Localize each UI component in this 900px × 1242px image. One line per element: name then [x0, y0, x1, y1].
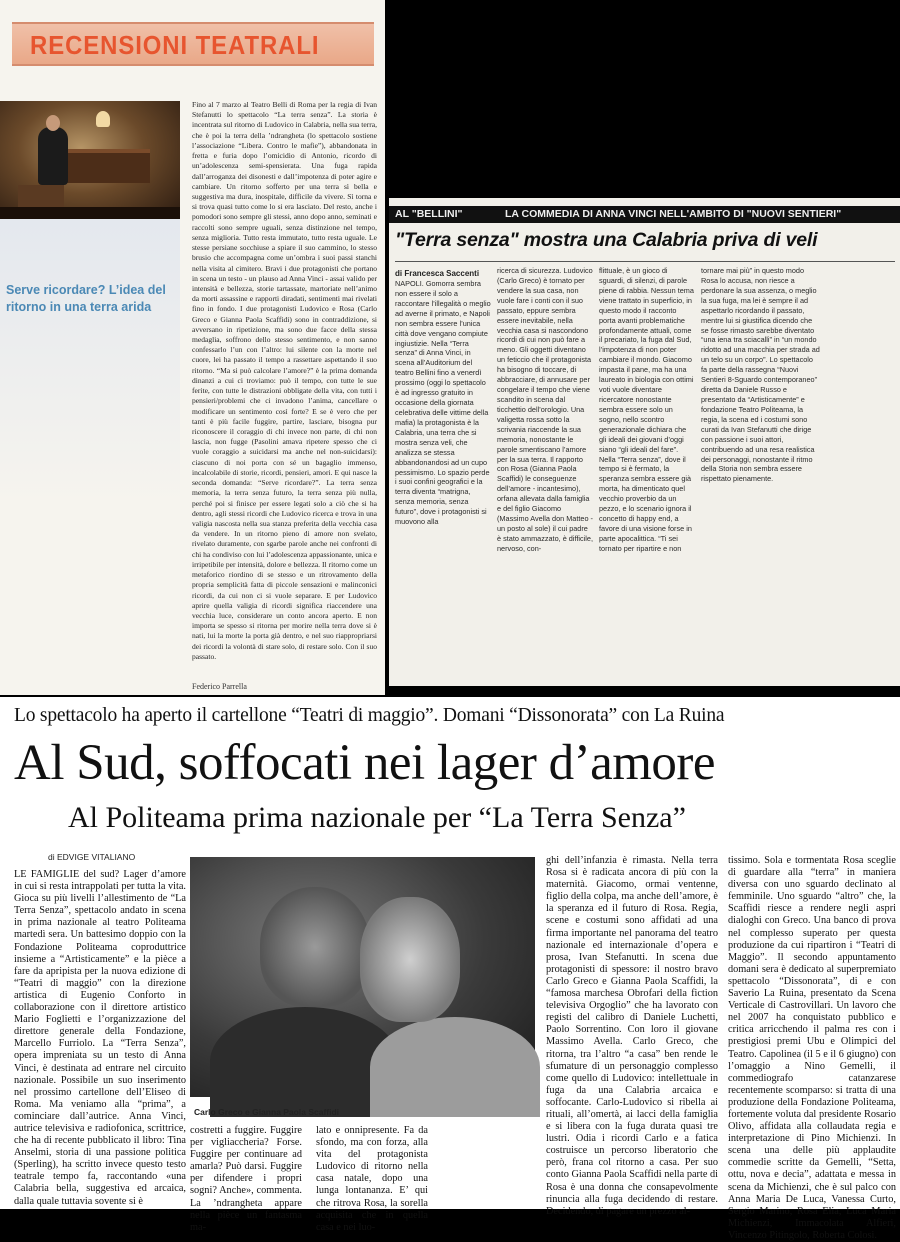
kicker-text: LA COMMEDIA DI ANNA VINCI NELL'AMBITO DI "NUOVI SENTIERI" — [505, 208, 842, 220]
article-pretitle: Lo spettacolo ha aperto il cartellone “Teatri di maggio”. Domani “Dissonorata” con La Ruina — [14, 705, 725, 726]
article-title: Al Sud, soffocati nei lager d’amore — [14, 735, 716, 791]
review-clipping-recensioni — [0, 0, 385, 695]
article-column-3: ghi dell’infanzia è rimasta. Nella terra Rosa si è radicata ancora di più con la maternità. Giacomo, ormai ventenne, figlio della colpa, ma anche dell’amore, è la speranza ed il futuro di Rosa. Regia, scene e costumi sono affidati ad una firma importante nel panorama del teatro nazionale ed internazionale d’opera e prosa, Ivan Stefanutti. In scena due protagonisti di spessore: il nostro bravo Carlo Greco e Gianna Paola Scaffidi, la “famosa marchesa Obrofari della fiction televisiva Orgoglio” che ha lavorato con registi del calibro di Daniele Luchetti, Paolo Sorrentino. Con loro il giovane Massimo Avella. Carlo Greco, che ritorna, tra l’altro “a casa” ben rende le sfumature di un personaggio complesso come quello di Ludovico: intellettuale in fuga da una Calabria arcaica e soffocante. Carlo-Ludovico si ribella ai rituali, all’omertà, ai lacci della famiglia e si libera con la fuga durata quasi tre lustri. Odia i ricordi Carlo e a fatica costruisce un percorso liberatorio che però, frana col ritorno a casa. Per suo conto Gianna Paola Scaffidi nella parte di Rosa è una donna che consapevolmente rinuncia alla fuga decidendo di restare. Decidendo, di pagare un prezzo al- — [546, 855, 718, 1217]
article-column-3: flittuale, è un gioco di sguardi, di silenzi, di parole piene di rabbia. Nessun tema viene trattato in superficio, in questo modo il racconto porta avanti problematiche profondamente attuali, come il precariato, la fuga dal Sud, l’impotenza di non poter cambiare il mondo. Giacomo impasta il pane, ma ha una laureato in biologia con ottimi voti vuole diventare ricercatore nonostante sembra essere solo un sogno, nello scontro generazionale dichiara che gli ideali dei giovani d’oggi siano “gli ideali del fare”. Nella “Terra senza”, dove il tempo si è fermato, la speranza sembra essere già morta, ha dimenticato quel vecchio proverbio da un pezzo, e lo scenario ignora il concetto di happy end, a favore di una visione forse in parte apocalittica. “Ti sei tornato per ripartire e non — [599, 266, 694, 553]
stage-photo — [0, 101, 180, 219]
article-column-2: ricerca di sicurezza. Ludovico (Carlo Greco) è tornato per vendere la sua casa, non vuole fare i conti con il suo passato, eppure sembra essere inevitabile, nella vecchia casa si nascondono ricordi di cui non può fare a meno. Gli oggetti diventano un feticcio che il protagonista ha bisogno di toccare, di abbracciare, di annusare per congelare il tempo che viene scandito in scena dal ticchettio dell’orologio. Una valigetta rossa sotto la scrivania riaccende la sua memoria, nonostante le parole smentiscano l’amore per la sua terra. Il rapporto con Rosa (Gianna Paola Scaffidi) le conseguenze dell’amore - incantesimo), orfana allevata dalla famiglia e del figlio Giacomo (Massimo Avella don Matteo - un posto al sole) il cui padre è stato ammazzato, è difficile, nervoso, con- — [497, 266, 593, 553]
suitcase-shape — [18, 185, 64, 207]
article-subtitle: Al Politeama prima nazionale per “La Terra Senza” — [68, 801, 686, 834]
article-column-2b: lato e onnipresente. Fa da sfondo, ma con forza, alla vita del protagonista Ludovico di ritorno nella casa natale, dopo una lunga lontananza. E’ qui che ritrova Rosa, la sorella acquisita che in quella casa e nei luo- — [316, 1125, 428, 1233]
article-column-4: tornare mai più” in questo modo Rosa lo accusa, non riesce a perdonare la sua assenza, o meglio la sua fuga, ma lei è sempre il ad aspettarlo ricordando il passato, mentre lui si giustifica dicendo che se fosse rimasto sarebbe diventato “una iena tra sciacalli” in “un mondo ridotto ad una macchia per strada ad un telo su un corpo”. Lo spettacolo fa parte della rassegna “Nuovi Sentieri 8-Sguardo contemporaneo” diretta da Daniele Russo e presentato da “Artisticamente” e fondazione Teatro Politeama, la regia, la scena ed i costumi sono curati da Ivan Stefanutti che dirige con passione i suoi attori, contribuendo ad una resa realistica dei personaggi, nonostante il ritmo della Storia non sembra essere rispettato pienamente. — [701, 266, 820, 484]
actors-photo — [190, 857, 535, 1097]
kicker-bar — [389, 206, 900, 223]
actor-head — [46, 115, 60, 131]
article-column-1: NAPOLI. Gomorra sembra non essere il solo a raccontare l’illegalità o meglio ad averne il primato, e Napoli non sembra essere l’unica città dove vengano compiute ingiustizie. Nella “Terra senza” di Anna Vinci, in scena all’Auditorium del teatro Bellini fino a venerdì prossimo (oggi lo spettacolo è ad ingresso gratuito in occasione della giornata celebrativa delle vittime della mafia) la protagonista è la Calabria, una terra che si mostra senza veli, che analizza se stessa abbandonandosi ad un cupo pessimismo. Lo spazio perde i suoi confini geografici e la terra diventa “matrigna, senza memoria, senza futuro”, dove i protagonisti si muovono alla — [395, 279, 491, 527]
desk-shape — [60, 149, 150, 183]
review-signature: Federico Parrella — [192, 682, 247, 691]
stage-floor — [0, 207, 180, 219]
article-byline: di EDVIGE VITALIANO — [48, 852, 136, 862]
review-subhead: Serve ricordare? L’idea del ritorno in una terra arida — [6, 283, 166, 314]
actor-face-male — [260, 887, 370, 1007]
photo-caption: Carlo Greco e Gianna Paola Scaffidi — [194, 1107, 340, 1117]
lamp-shape — [96, 111, 110, 127]
article-byline: di Francesca Saccenti — [395, 269, 480, 278]
article-column-1: LE FAMIGLIE del sud? Lager d’amore in cui si resta intrappolati per tutta la vita. Gioca su più livelli l’allestimento de “La Terra Senza”, spettacolo andato in scena in prima nazionale al teatro Politeama martedì sera. Un battesimo doppio con la Fondazione Politeama coproduttrice insieme a “Artisticamente” e la pièce a fare da apripista per la nuova edizione di “Teatri di maggio” con la direzione artistica di Eugenio Conforto in collaborazione con il direttore artistico Mario Foglietti e l’organizzazione del direttore generale della Fondazione, Marcello Furriolo. La “Terra Senza”, opera impreniata su un testo di Anna Vinci, è destinata ad entrare nel circuito nazionale. Possibile un suo inserimento nel prossimo cartellone dell’Eliseo di Roma. Ma veniamo alla “prima”, a cominciare dall’autrice. Anna Vinci, autrice televisiva e radiofonica, scrittrice, che ha di recente pubblicato il libro: Tina Anselmi, storia di una passione politica (Sperling), ha scritto invece questo testo teatrale tempo fa, raccontando «una Calabria bella, suggestiva ed arcaica, dalla quale tuttavia sovente si è — [14, 869, 186, 1207]
actor-face-female — [360, 897, 460, 1022]
review-body: Fino al 7 marzo al Teatro Belli di Roma per la regia di Ivan Stefanutti lo spettacolo “La terra senza”. La storia è incentrata sul ritorno di Ludovico in Calabria, nella sua terra, che è poi la terra della ’ndrangheta (lo spettacolo sostiene l’associazione “Libera. Contro le mafie”), abbandonata in fretta e furia dopo l’omicidio di Antonio, ricordo di un’adolescenza semi-spensierata. Una fuga rapida dall’arroganza dei disonesti e dall’impotenza di poter agire e cambiare. Un ritorno sofferto per una terra sì bella e suggestiva ma dura, inospitale, difficile da vivere. Sì torna e si trova quasi tutto come lo si era lasciato. Del resto, anche i pomodori sono sempre gli stessi, anno dopo anno, seminati e raccolti sono sempre uguali, senza distinzione nel tempo, senza miglioria. Tutto resta immutato, tutto resta uguale. Le stesse persiane socchiuse a spiare il suo cammino, lo stesso brusio che accompagna come un’ombra i suoi passi stanchi nella visita al cimitero. Bravi i due protagonisti che portano in scena un testo - un plauso ad Anna Vinci - assai valido per intensità e bellezza, storie tartassate, martoriate nell’animo da morti assassine e rapporti diradati, sentimenti mai rivelati fino in fondo. I due protagonisti Ludovico e Rosa (Carlo Greco e Gianna Paola Scaffidi) sono in contraddizione, si avversano in ripetizione, ma sono due facce della stessa medaglia, soffrono dello stesso sentimento, e non sanno confessarlo l’un con l’altro: lui silente con la morte nel cuore, lei ha passato il tempo a rassettare aspettando il suo ritorno. “Ma si può calcolare l’amore?” è la prima domanda dinanzi a cui ci troviamo: può il tempo, con tutte le sue ferite, con tutte le distrazioni obbligate della vita, con tutti i pensieri/problemi che ci invadono l’anima, cancellare o modificare un sentimento così forte? E se è vero che per tanti è più facile fuggire, partire, lasciare, bisogna pur riconoscere il coraggio di chi invece non parte, di chi non lascia, non fugge (Pasolini amava ripetere spesso che ci vuole coraggio a suicidarsi ma anche nel non-suicidarsi): ciascuno di noi porta con sé un bagaglio immenso, incalcolabile di storie, ricordi, pensieri, amori. E qui nasce la seconda domanda: “Serve ricordare?”. La terra senza memoria, la terra senza futuro, la terra senza più nulla, perché poi si finisce per essere legati solo a ciò che si ha dentro, agli stessi ricordi che Ludovico ricerca e trova in una valigia nascosta nella sua stanza preferita della vecchia casa da vendere. In un ritorno pieno di amore non svelato, rivelato duramente, con sgarbe parole anche nei confronti di chi ha condiviso con lui l’adolescenza appassionante, unica e irripetibile per intensità, dolore e bellezza. Il ritorno come un metaforico riordino di se stesso e un ritrovamento della propria semplicità fatta di piccole sensazioni e malinconici ricordi, da cui non ci si vuole separare. E per Ludovico aprire quella valigia di ricordi significa riaccendere una vecchia luce, considerare un conto ancora aperto. E non importa se spesso si ritorna per morire nella terra dove si è nati, lui la morte la porta già dentro, e nel suo riappropriarsi dei ricordi la volontà di stare solo, di restare solo. Con il suo passato. — [192, 100, 377, 661]
actor-shoulder-right — [370, 1017, 540, 1117]
review-clipping-bellini — [389, 198, 900, 686]
headline-rule — [395, 261, 895, 262]
actor-figure — [38, 127, 68, 185]
article-column-2a: costretti a fuggire. Fuggire per vigliaccheria? Forse. Fuggire per continuare ad amarla? Può darsi. Fuggire per difendere i propri sogni? Anche», commenta. La ’ndrangheta appare nella pièce un fantasma ma- — [190, 1125, 302, 1233]
article-headline: "Terra senza" mostra una Calabria priva di veli — [395, 229, 818, 251]
review-clipping-al-sud — [0, 697, 900, 1241]
masthead-title: RECENSIONI TEATRALI — [30, 30, 320, 60]
kicker-venue: AL "BELLINI" — [395, 208, 463, 220]
article-column-4: tissimo. Sola e tormentata Rosa sceglie di guardare alla “terra” in maniera diversa con uno sguardo declinato al femminile. Uno sguardo “altro” che, la Scaffidi riesce a rendere negli aspri dialoghi con Greco. Una banco di prova nel complesso superato per questa produzione da cui ripartiron i “Teatri di Maggio”. Il secondo appuntamento domani sera è dedicato al superpremiato spettacolo “Dissonorata”, di e con Saverio La Ruina, presentato da Scena Verticale di Castrovillari. Un lavoro che nel 2007 ha conquistato pubblico e critica arricchendo il palma res con i prestigiosi premi Ubu e Olimpici del Teatro. Capolinea (il 5 e il 6 giugno) con l’omaggio a Nino Gemelli, il commediografo catanzarese recentemente scomparso: si tratta di una produzione della Fondazione Politeama, fortemente voluta dal presidente Rosario Olivo, affidata alla collaudata regia e interpretazione di Pino Michienzi. In scena una delle più applaudite commedie scritte da Gemelli, “Setta, ottu, nova e decia”, adattata e messa in scena da Michienzi, che è sul palco con Anna Maria De Luca, Vanessa Curto, Sergio Marino, Rosa Elia, Luca Maria Michienzi, Immacolata Alfieri, Vincenzo Pitingolo, Roberta Colosi. — [728, 855, 896, 1241]
